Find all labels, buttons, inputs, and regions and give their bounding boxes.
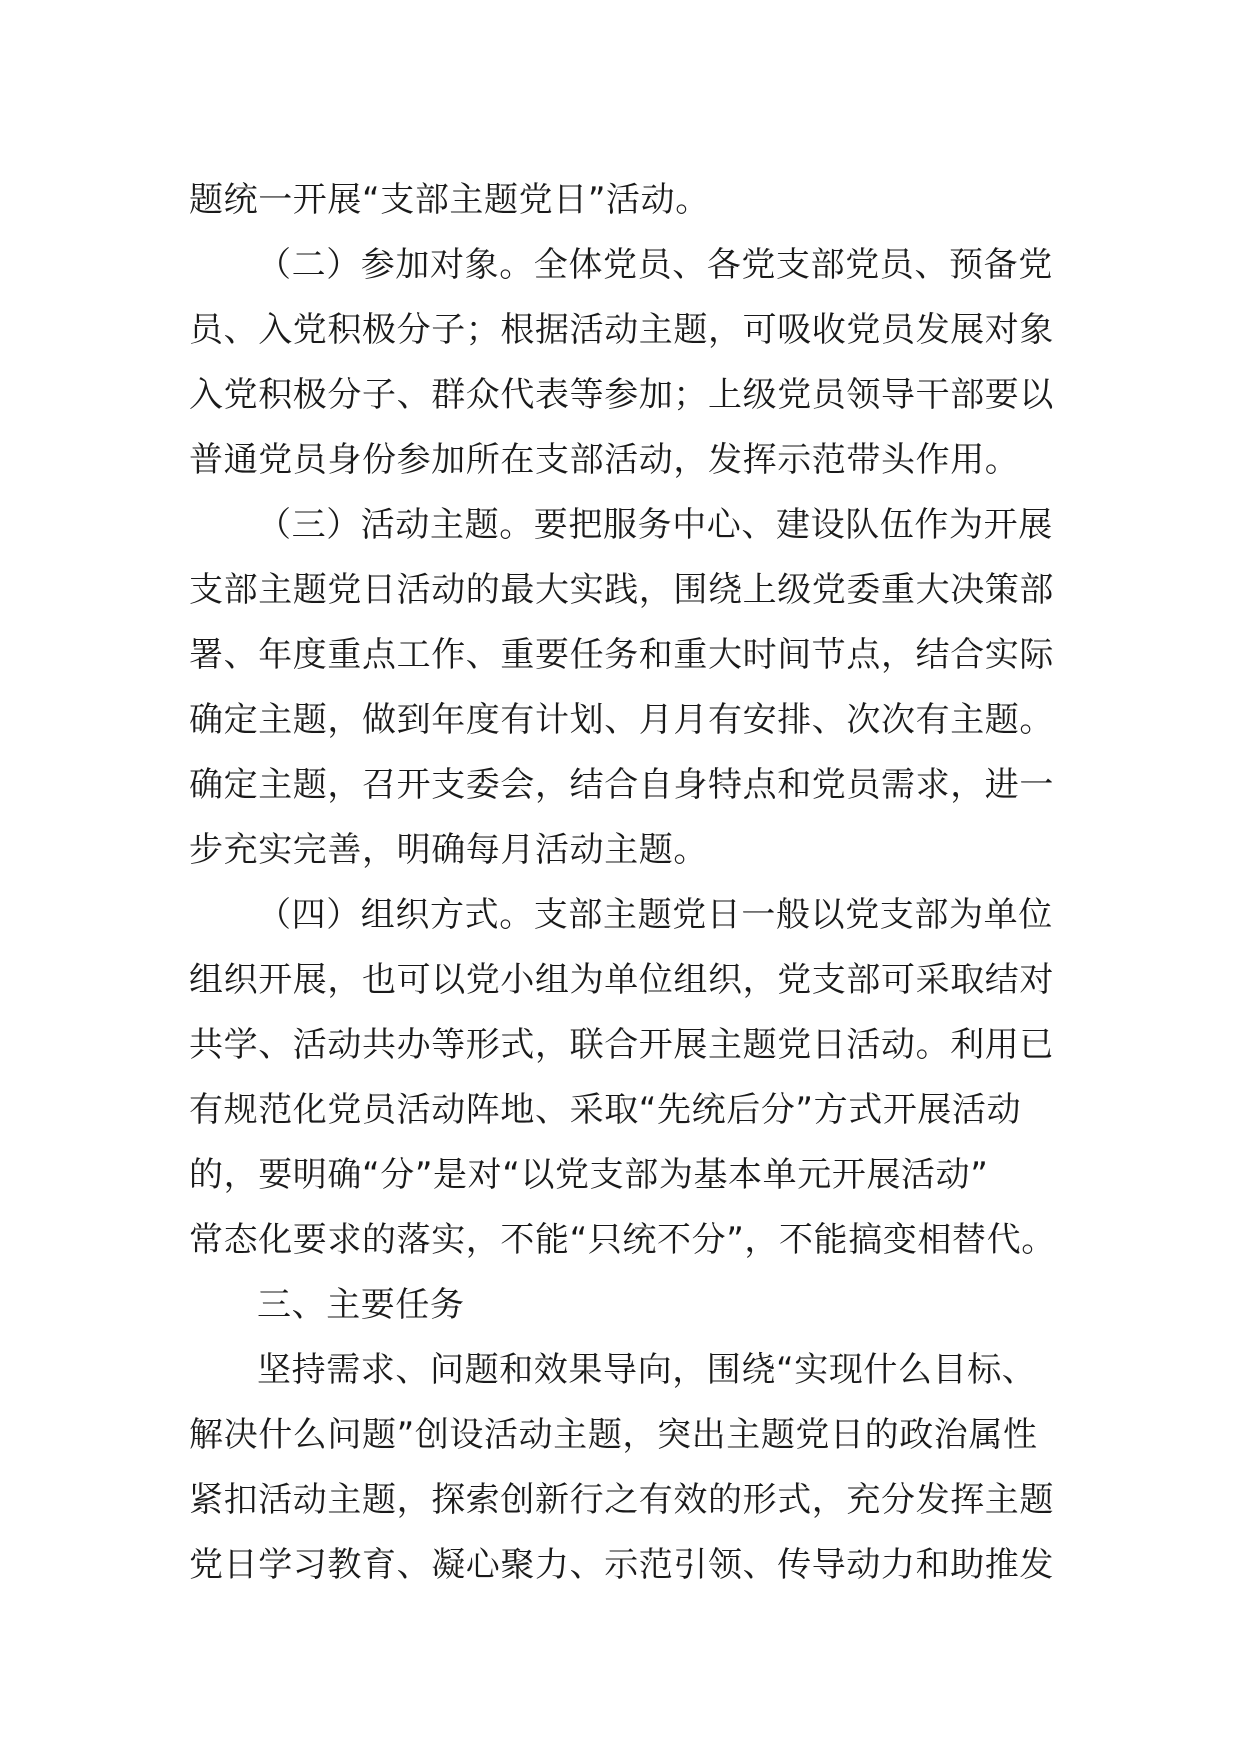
text-line: 步充实完善，明确每月活动主题。	[189, 830, 708, 870]
text-line: （四）组织方式。支部主题党日一般以党支部为单位	[257, 895, 1053, 935]
section-heading: 三、主要任务	[257, 1285, 465, 1325]
text-line: 坚持需求、问题和效果导向，围绕“实现什么目标、	[257, 1350, 1037, 1390]
text-line: 署、年度重点工作、重要任务和重大时间节点，结合实际	[189, 635, 1054, 675]
text-line: 员、入党积极分子；根据活动主题，可吸收党员发展对象	[189, 310, 1054, 350]
text-line: 确定主题，召开支委会，结合自身特点和党员需求，进一	[189, 765, 1054, 805]
text-line: 支部主题党日活动的最大实践，围绕上级党委重大决策部	[189, 570, 1054, 610]
text-line: 解决什么问题”创设活动主题，突出主题党日的政治属性	[189, 1415, 1038, 1455]
text-line: 确定主题，做到年度有计划、月月有安排、次次有主题。	[189, 700, 1054, 740]
text-line: 的，要明确“分”是对“以党支部为基本单元开展活动”	[189, 1155, 989, 1195]
body-text	[189, 168, 1059, 1598]
text-line: 党日学习教育、凝心聚力、示范引领、传导动力和助推发	[189, 1545, 1054, 1585]
text-line: 常态化要求的落实，不能“只统不分”，不能搞变相替代。	[189, 1220, 1056, 1260]
text-line: 紧扣活动主题，探索创新行之有效的形式，充分发挥主题	[189, 1480, 1054, 1520]
text-line: 组织开展，也可以党小组为单位组织，党支部可采取结对	[189, 960, 1054, 1000]
text-line: （三）活动主题。要把服务中心、建设队伍作为开展	[257, 505, 1053, 545]
text-line: （二）参加对象。全体党员、各党支部党员、预备党	[257, 245, 1053, 285]
text-line: 共学、活动共办等形式，联合开展主题党日活动。利用已	[189, 1025, 1054, 1065]
text-line: 有规范化党员活动阵地、采取“先统后分”方式开展活动	[189, 1090, 1022, 1130]
text-line: 入党积极分子、群众代表等参加；上级党员领导干部要以	[189, 375, 1054, 415]
text-line: 题统一开展“支部主题党日”活动。	[189, 180, 710, 220]
text-line: 普通党员身份参加所在支部活动，发挥示范带头作用。	[189, 440, 1020, 480]
